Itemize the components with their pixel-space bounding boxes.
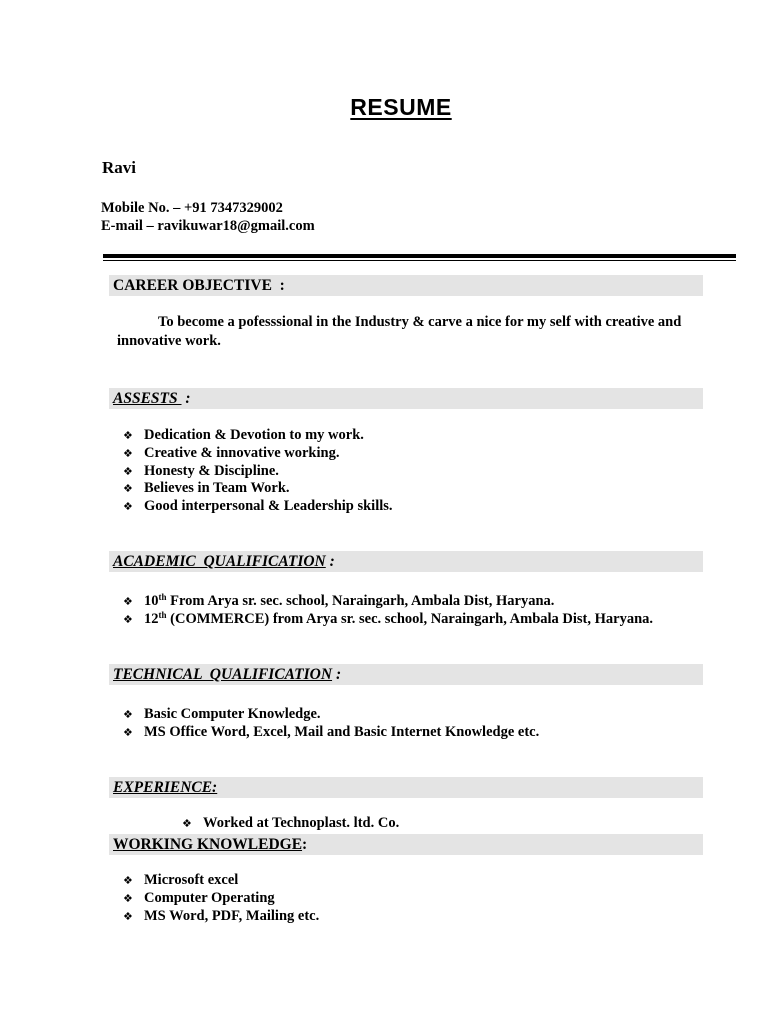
assets-heading-text: ASSESTS <box>113 390 182 407</box>
diamond-bullet-icon: ❖ <box>123 891 133 905</box>
email-address: E-mail – ravikuwar18@gmail.com <box>101 218 315 234</box>
candidate-name: Ravi <box>102 158 136 177</box>
diamond-bullet-icon: ❖ <box>123 464 133 478</box>
academic-qualification-list <box>123 593 653 629</box>
list-item-text: Computer Operating <box>144 889 275 906</box>
technical-qualification-heading-suffix: : <box>332 666 342 683</box>
assets-list <box>123 427 393 516</box>
list-item-text: Worked at Technoplast. ltd. Co. <box>203 815 400 831</box>
list-item-text: MS Word, PDF, Mailing etc. <box>144 907 320 924</box>
academic-qualification-heading-bar <box>109 551 703 572</box>
resume-title: RESUME <box>350 94 452 120</box>
list-item-text: Microsoft excel <box>144 872 239 888</box>
assets-heading-suffix: : <box>181 390 191 407</box>
assets-heading <box>113 388 191 409</box>
grade-number: 12 <box>144 610 159 627</box>
mobile-number: Mobile No. – +91 7347329002 <box>101 200 283 216</box>
list-item <box>123 593 653 611</box>
list-item <box>123 611 653 629</box>
list-item-text: Basic Computer Knowledge. <box>144 706 321 722</box>
academic-qualification-heading-suffix: : <box>325 553 335 570</box>
assets-heading-bar <box>109 388 703 409</box>
list-item <box>123 724 539 742</box>
header-divider-thick <box>103 254 736 258</box>
list-item-text: Honesty & Discipline. <box>144 462 279 479</box>
diamond-bullet-icon: ❖ <box>123 612 133 626</box>
technical-qualification-heading <box>113 664 341 685</box>
grade-ordinal: th <box>158 592 167 602</box>
list-item <box>123 890 319 908</box>
diamond-bullet-icon: ❖ <box>123 595 133 608</box>
diamond-bullet-icon: ❖ <box>123 874 133 887</box>
list-item-text: MS Office Word, Excel, Mail and Basic Internet Knowledge etc. <box>144 723 540 740</box>
list-item <box>123 498 393 516</box>
working-knowledge-heading-bar <box>109 834 703 855</box>
career-objective-heading: CAREER OBJECTIVE : <box>113 277 285 294</box>
diamond-bullet-icon: ❖ <box>123 708 133 721</box>
diamond-bullet-icon: ❖ <box>123 909 133 923</box>
diamond-bullet-icon: ❖ <box>123 446 133 460</box>
list-item <box>123 872 319 890</box>
diamond-bullet-icon: ❖ <box>123 500 133 514</box>
academic-qualification-heading-text: ACADEMIC QUALIFICATION <box>113 553 326 570</box>
header-divider-thin <box>103 260 736 261</box>
technical-qualification-heading-text: TECHNICAL QUALIFICATION <box>113 666 333 683</box>
working-knowledge-heading-suffix: : <box>302 836 308 853</box>
diamond-bullet-icon: ❖ <box>123 482 133 496</box>
list-item <box>123 445 393 463</box>
academic-qualification-heading <box>113 551 335 572</box>
list-item-text: Good interpersonal & Leadership skills. <box>144 498 393 515</box>
working-knowledge-list <box>123 872 319 925</box>
career-objective-text: To become a pofesssional in the Industry & carve a nice for my self with creative and innovative work. <box>117 314 682 349</box>
technical-qualification-heading-bar <box>109 664 703 685</box>
technical-qualification-list <box>123 706 539 742</box>
list-item <box>123 706 539 724</box>
list-item <box>123 427 393 445</box>
list-item <box>123 480 393 498</box>
diamond-bullet-icon: ❖ <box>123 429 133 442</box>
list-item <box>182 815 399 833</box>
career-objective-heading-bar <box>109 275 703 296</box>
experience-list <box>182 815 399 833</box>
diamond-bullet-icon: ❖ <box>123 725 133 739</box>
list-item-text: Believes in Team Work. <box>144 480 290 497</box>
list-item-text: Dedication & Devotion to my work. <box>144 427 364 443</box>
list-item-text: From Arya sr. sec. school, Naraingarh, Ambala Dist, Haryana. <box>166 593 555 609</box>
list-item-text: Creative & innovative working. <box>144 444 340 461</box>
diamond-bullet-icon: ❖ <box>182 817 192 830</box>
experience-heading <box>113 777 217 798</box>
working-knowledge-heading <box>113 834 307 855</box>
experience-heading-text: EXPERIENCE: <box>113 779 218 796</box>
grade-number: 10 <box>144 593 159 609</box>
working-knowledge-heading-text: WORKING KNOWLEDGE <box>113 836 303 853</box>
list-item <box>123 463 393 481</box>
list-item-text: (COMMERCE) from Arya sr. sec. school, Naraingarh, Ambala Dist, Haryana. <box>166 610 654 627</box>
list-item <box>123 908 319 926</box>
experience-heading-bar <box>109 777 703 798</box>
grade-ordinal: th <box>158 609 167 620</box>
